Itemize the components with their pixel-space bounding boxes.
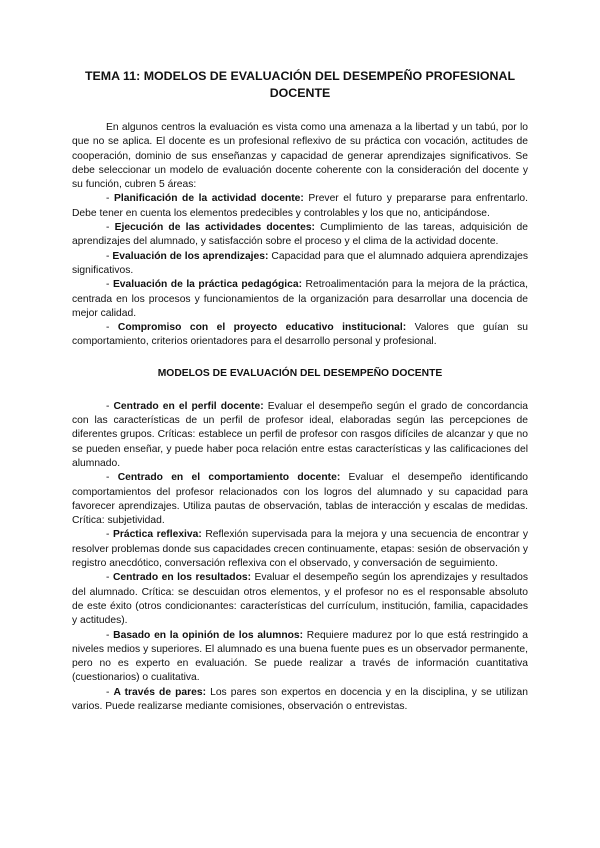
item-term: Evaluación de la práctica pedagógica: <box>112 279 303 291</box>
item-text: Requiere madurez por lo que está restringido a niveles medios y superiores. El alumnado es una buena fuente pues es un observador permanente, pero no es experto en evaluación. Se puede realizar a través de información cuantitativa (cuestionarios) o cualitativa. <box>72 629 529 684</box>
item-term: Compromiso con el proyecto educativo institucional: <box>117 322 407 334</box>
list-item: - Práctica reflexiva: Reflexión supervisada para la mejora y una secuencia de encontrar y resolver problemas donde sus capacidades crecen continuamente, etapas: sesión de observación y registro anecdótico, conversación reflexiva con el observado, y conversación de seguimiento. <box>72 529 528 570</box>
item-text: Los pares son expertos en docencia y en la disciplina, y se utilizan varios. Puede realizarse mediante comisiones, observación o entrevistas. <box>72 686 528 712</box>
list-item: - Basado en la opinión de los alumnos: Requiere madurez por lo que está restringido a niveles medios y superiores. El alumnado es una buena fuente pues es un observador permanente, pero no es experto en evaluación. Se puede realizar a través de información cuantitativa (cuestionarios) o cualitativa. <box>72 629 529 684</box>
item-text: Valores que guían su comportamiento, criterios orientadores para el desarrollo personal y profesional. <box>72 322 528 348</box>
item-term: Evaluación de los aprendizajes: <box>112 250 269 262</box>
item-term: Planificación de la actividad docente: <box>113 193 304 205</box>
item-text: Evaluar el desempeño según el grado de concordancia con las características de un perfil de profesor ideal, elaboradas según las percepciones de diferentes grupos. Críticas: establece un perfil de profesor con rasgos difíciles de alcanzar y que no se pueden enseñar, y puede haber poca relación entre estas características y las calificaciones del alumnado. <box>72 400 528 469</box>
item-term: Basado en la opinión de los alumnos: <box>113 629 304 641</box>
item-text: Capacidad para que el alumnado adquiera aprendizajes significativos. <box>72 250 529 276</box>
item-text: Evaluar el desempeño según los aprendizajes y resultados del alumnado. Crítica: se descuidan otros elementos, y el profesor no es el responsable absoluto de este éxito (otros condicionantes: características del currículum, institución, familia, capacidades y actitudes). <box>72 572 529 627</box>
list-item: - Evaluación de la práctica pedagógica: Retroalimentación para la mejora de la práctica, centrada en los procesos y funcionamientos de la organización para desarrollar una docencia de mejor calidad. <box>72 279 528 319</box>
list-item: - A través de pares: Los pares son expertos en docencia y en la disciplina, y se utilizan varios. Puede realizarse mediante comisiones, observación o entrevistas. <box>72 686 528 712</box>
item-term: A través de pares: <box>113 686 207 698</box>
list-item: - Centrado en el perfil docente: Evaluar el desempeño según el grado de concordancia con las características de un perfil de profesor ideal, elaboradas según las percepciones de diferentes grupos. Críticas: establece un perfil de profesor con rasgos difíciles de alcanzar y que no se pueden enseñar, y puede haber poca relación entre estas características y las calificaciones del alumnado. <box>72 400 528 469</box>
item-text: Reflexión supervisada para la mejora y una secuencia de encontrar y resolver problemas donde sus capacidades crecen continuamente, etapas: sesión de observación y registro anecdótico, conversación reflexiva con el observado, y conversación de seguimiento. <box>72 529 528 570</box>
item-term: Ejecución de las actividades docentes: <box>114 222 315 234</box>
item-text: Prever el futuro y prepararse para enfrentarlo. Debe tener en cuenta los elementos predecibles y controlables y los que no, anticipándose. <box>72 193 528 219</box>
list-item: - Centrado en los resultados: Evaluar el desempeño según los aprendizajes y resultados del alumnado. Crítica: se descuidan otros elementos, y el profesor no es el responsable absoluto de este éxito (otros condicionantes: características del currículum, institución, familia, capacidades y actitudes). <box>72 572 529 627</box>
item-term: Práctica reflexiva: <box>112 529 202 541</box>
list-item: - Evaluación de los aprendizajes: Capacidad para que el alumnado adquiera aprendizajes significativos. <box>72 250 529 276</box>
list-item: - Planificación de la actividad docente: Prever el futuro y prepararse para enfrentarlo. Debe tener en cuenta los elementos predecibles y controlables y los que no, anticipándose. <box>72 193 528 219</box>
item-text: Retroalimentación para la mejora de la práctica, centrada en los procesos y funcionamientos de la organización para desarrollar una docencia de mejor calidad. <box>72 279 528 319</box>
list-item: - Compromiso con el proyecto educativo institucional: Valores que guían su comportamiento, criterios orientadores para el desarrollo personal y profesional. <box>72 322 528 348</box>
item-text: Evaluar el desempeño identificando comportamientos del profesor relacionados con los logros del alumnado y su capacidad para favorecer aprendizajes. Utiliza pautas de observación, tablas de interacción y escalas de medidas. Crítica: subjetividad. <box>72 472 528 527</box>
item-term: Centrado en los resultados: <box>112 572 252 584</box>
item-term: Centrado en el comportamiento docente: <box>117 472 341 484</box>
intro-paragraph: En algunos centros la evaluación es vista como una amenaza a la libertad y un tabú, por lo que no se aplica. El docente es un profesional reflexivo de su práctica con vocación, actitudes de cooperación, dominio de sus enseñanzas y capacidad de generar aprendizajes significativos. Se debe seleccionar un modelo de evaluación docente coherente con la consideración del docente y su función, cubren 5 áreas: <box>72 122 528 191</box>
list-item: - Centrado en el comportamiento docente: Evaluar el desempeño identificando comportamientos del profesor relacionados con los logros del alumnado y su capacidad para favorecer aprendizajes. Utiliza pautas de observación, tablas de interacción y escalas de medidas. Crítica: subjetividad. <box>72 472 528 527</box>
section-heading: MODELOS DE EVALUACIÓN DEL DESEMPEÑO DOCENTE <box>157 367 443 379</box>
item-term: Centrado en el perfil docente: <box>113 400 264 412</box>
document-page <box>72 68 528 714</box>
item-text: Cumplimiento de las tareas, adquisición de aprendizajes del alumnado, y satisfacción sobre el proceso y el clima de la actividad docente. <box>72 222 529 248</box>
page-title: TEMA 11: MODELOS DE EVALUACIÓN DEL DESEMPEÑO PROFESIONAL DOCENTE <box>84 69 516 100</box>
list-item: - Ejecución de las actividades docentes: Cumplimiento de las tareas, adquisición de aprendizajes del alumnado, y satisfacción sobre el proceso y el clima de la actividad docente. <box>72 222 529 248</box>
